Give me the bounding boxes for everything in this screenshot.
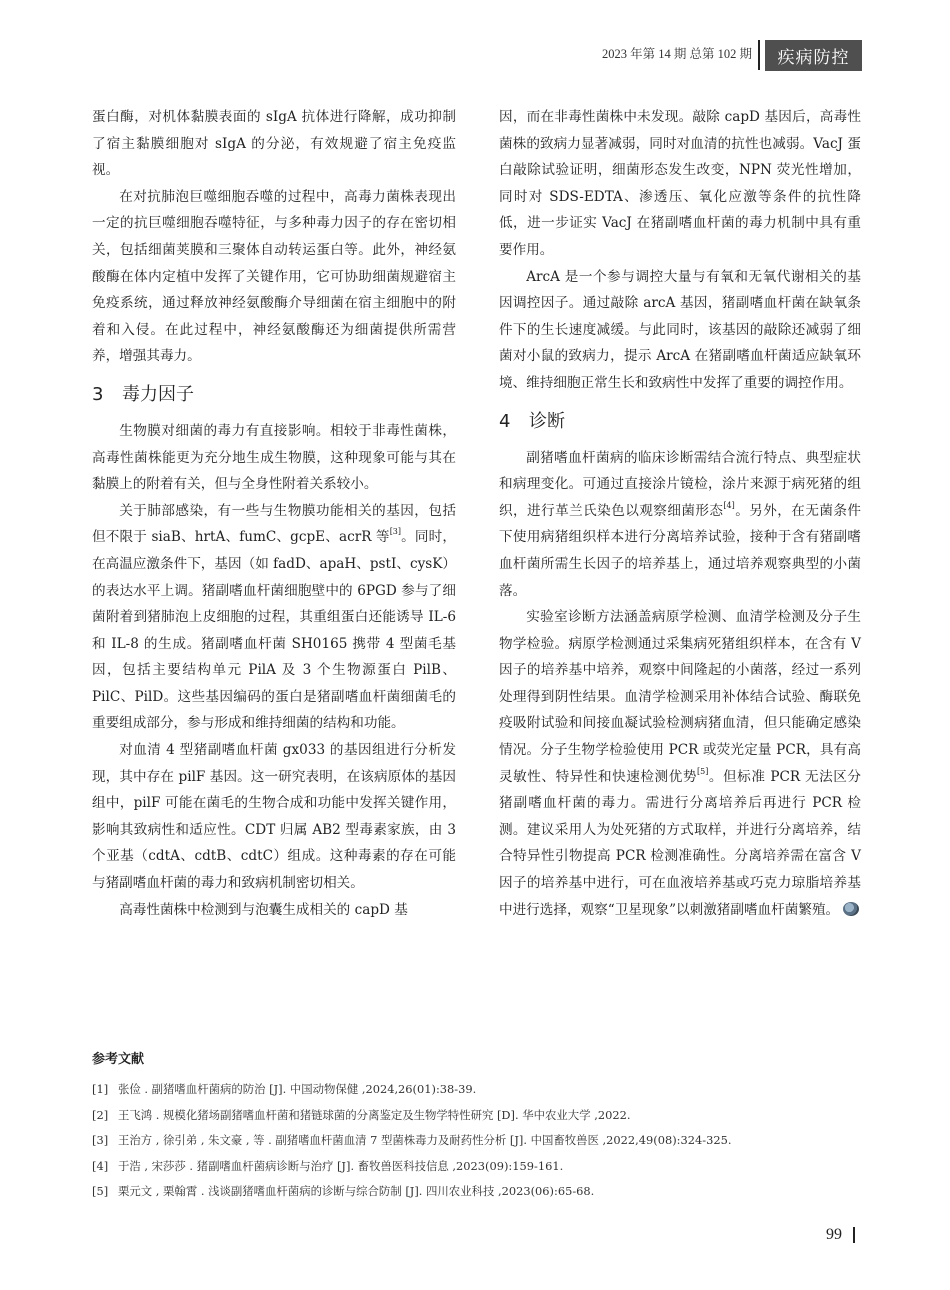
reference-text: 栗元文 , 栗翰霄 . 浅谈副猪嗜血杆菌病的诊断与综合防制 [J]. 四川农业科技 ,2023(06):65-68. xyxy=(118,1184,595,1199)
section-title: 毒力因子 xyxy=(122,383,194,405)
reference-number: [1] xyxy=(92,1082,109,1096)
paragraph-text: 副猪嗜血杆菌病的临床诊断需结合流行特点、典型症状和病理变化。可通过直接涂片镜检，涂片来源于病死猪的组织，进行革兰氏染色以观察细菌形态 xyxy=(499,449,861,519)
reference-item xyxy=(92,1103,872,1129)
paragraph-text: 关于肺部感染，有一些与生物膜功能相关的基因，包括但不限于 siaB、hrtA、fumC、gcpE、acrR 等 xyxy=(92,502,456,546)
reference-item xyxy=(92,1179,872,1205)
paragraph: 生物膜对细菌的毒力有直接影响。相较于非毒性菌株，高毒性菌株能更为充分地生成生物膜，这种现象可能与其在黏膜上的附着有关，但与全身性附着关系较小。 xyxy=(92,422,456,493)
paragraph: 高毒性菌株中检测到与泡囊生成相关的 capD 基 xyxy=(119,901,408,918)
paragraph xyxy=(92,498,456,737)
paragraph-text: 。但标准 PCR 无法区分猪副嗜血杆菌的毒力。需进行分离培养后再进行 PCR 检测。建议采用人为处死猪的方式取样，并进行分离培养，结合特异性引物提高 PCR 检测准确性。分离培养需在富含 V 因子的培养基中进行，可在血液培养基或巧克力琼脂培养基中进行选择，观察“卫星现象”以刺激猪副嗜血杆菌繁殖。 xyxy=(499,768,861,918)
paragraph-text: 。同时，在高温应激条件下，基因（如 fadD、apaH、pstI、cysK）的表达水平上调。猪副嗜血杆菌细胞壁中的 6PGD 参与了细菌附着到猪肺泡上皮细胞的过程，其重组蛋白还能诱导 IL-6 和 IL-8 的生成。猪副嗜血杆菌 SH0165 携带 4 型菌毛基因，包括主要结构单元 PilA 及 3 个生物源蛋白 PilB、PilC、PilD。这些基因编码的蛋白是猪副嗜血杆菌细菌毛的重要组成部分，参与形成和维持细菌的结构和功能。 xyxy=(92,529,457,732)
references xyxy=(92,1048,872,1205)
page-number-bar xyxy=(853,1227,855,1243)
paragraph-text: 。另外，在无菌条件下使用病猪组织样本进行分离培养试验，接种于含有猪副嗜血杆菌所需生长因子的培养基上，通过培养观察典型的小菌落。 xyxy=(499,502,862,599)
section-number: 3 xyxy=(92,383,104,405)
reference-item xyxy=(92,1077,872,1103)
section-heading xyxy=(92,380,456,410)
reference-number: [5] xyxy=(92,1184,109,1199)
paragraph: 因，而在非毒性菌株中未发现。敲除 capD 基因后，高毒性菌株的致病力显著减弱，同时对血清的抗性也减弱。VacJ 蛋白敲除试验证明，细菌形态发生改变，NPN 荧光性增加，同时对 SDS-EDTA、渗透压、氧化应激等条件的抗性降低，进一步证实 VacJ 在猪副嗜血杆菌的毒力机制中具有重要作用。 xyxy=(499,109,861,258)
paragraph xyxy=(499,604,861,923)
citation: [5] xyxy=(697,766,709,776)
paragraph xyxy=(499,445,861,605)
section-heading xyxy=(499,407,861,437)
page-number: 99 xyxy=(826,1226,842,1243)
reference-number: [3] xyxy=(92,1133,109,1148)
paragraph: 蛋白酶，对机体黏膜表面的 sIgA 抗体进行降解，成功抑制了宿主黏膜细胞对 sIgA 的分泌，有效规避了宿主免疫监视。 xyxy=(92,109,456,179)
paragraph: 在对抗肺泡巨噬细胞吞噬的过程中，高毒力菌株表现出一定的抗巨噬细胞吞噬特征，与多种毒力因子的存在密切相关，包括细菌荚膜和三聚体自动转运蛋白等。此外，神经氨酸酶在体内定植中发挥了关键作用，它可协助细菌规避宿主免疫系统，通过释放神经氨酸酶介导细菌在宿主细胞中的附着和入侵。在此过程中，神经氨酸酶还为细菌提供所需营养，增强其毒力。 xyxy=(92,188,456,365)
section-number: 4 xyxy=(499,410,511,432)
left-column xyxy=(92,104,456,923)
section-tag: 疾病防控 xyxy=(765,40,862,71)
section-title: 诊断 xyxy=(529,410,565,432)
reference-item xyxy=(92,1154,872,1180)
citation: [3] xyxy=(389,527,402,537)
reference-number: [2] xyxy=(92,1107,109,1122)
issue-info: 2023 年第 14 期 总第 102 期 xyxy=(602,47,753,61)
citation: [4] xyxy=(723,500,735,510)
paragraph: ArcA 是一个参与调控大量与有氧和无氧代谢相关的基因调控因子。通过敲除 arcA 基因，猪副嗜血杆菌在缺氧条件下的生长速度减缓。与此同时，该基因的敲除还减弱了细菌对小鼠的致病力，提示 ArcA 在猪副嗜血杆菌适应缺氧环境、维持细胞正常生长和致病性中发挥了重要的调控作用。 xyxy=(499,268,861,391)
reference-text: 张俭 . 副猪嗜血杆菌病的防治 [J]. 中国动物保健 ,2024,26(01):38-39. xyxy=(118,1082,477,1096)
paragraph-text: 实验室诊断方法涵盖病原学检测、血清学检测及分子生物学检验。病原学检测通过采集病死猪组织样本，在含有 V 因子的培养基中培养，观察中间隆起的小菌落，经过一系列处理得到阴性结果。血清学检测采用补体结合试验、酶联免疫吸附试验和间接血凝试验检测病猪血清，但只能确定感染情况。分子生物学检验使用 PCR 或荧光定量 PCR，具有高灵敏性、特异性和快速检测优势 xyxy=(499,609,861,785)
right-column xyxy=(499,104,861,923)
end-mark-icon xyxy=(843,902,859,916)
reference-item xyxy=(92,1128,872,1154)
references-title: 参考文献 xyxy=(92,1052,145,1067)
reference-text: 王治方 , 徐引弟 , 朱文豪 , 等 . 副猪嗜血杆菌血清 7 型菌株毒力及耐药性分析 [J]. 中国畜牧兽医 ,2022,49(08):324-325. xyxy=(118,1133,732,1148)
reference-text: 王飞鸿 . 规模化猪场副猪嗜血杆菌和猪链球菌的分离鉴定及生物学特性研究 [D]. 华中农业大学 ,2022. xyxy=(118,1107,631,1122)
reference-number: [4] xyxy=(92,1158,109,1173)
reference-text: 于浩 , 宋莎莎 . 猪副嗜血杆菌病诊断与治疗 [J]. 畜牧兽医科技信息 ,2023(09):159-161. xyxy=(118,1158,564,1173)
header-divider xyxy=(758,40,760,70)
paragraph: 对血清 4 型猪副嗜血杆菌 gx033 的基因组进行分析发现，其中存在 pilF 基因。这一研究表明，在该病原体的基因组中，pilF 可能在菌毛的生物合成和功能中发挥关键作用，影响其致病性和适应性。CDT 归属 AB2 型毒素家族，由 3 个亚基（cdtA、cdtB、cdtC）组成。这种毒素的存在可能与猪副嗜血杆菌的毒力和致病机制密切相关。 xyxy=(92,742,456,892)
